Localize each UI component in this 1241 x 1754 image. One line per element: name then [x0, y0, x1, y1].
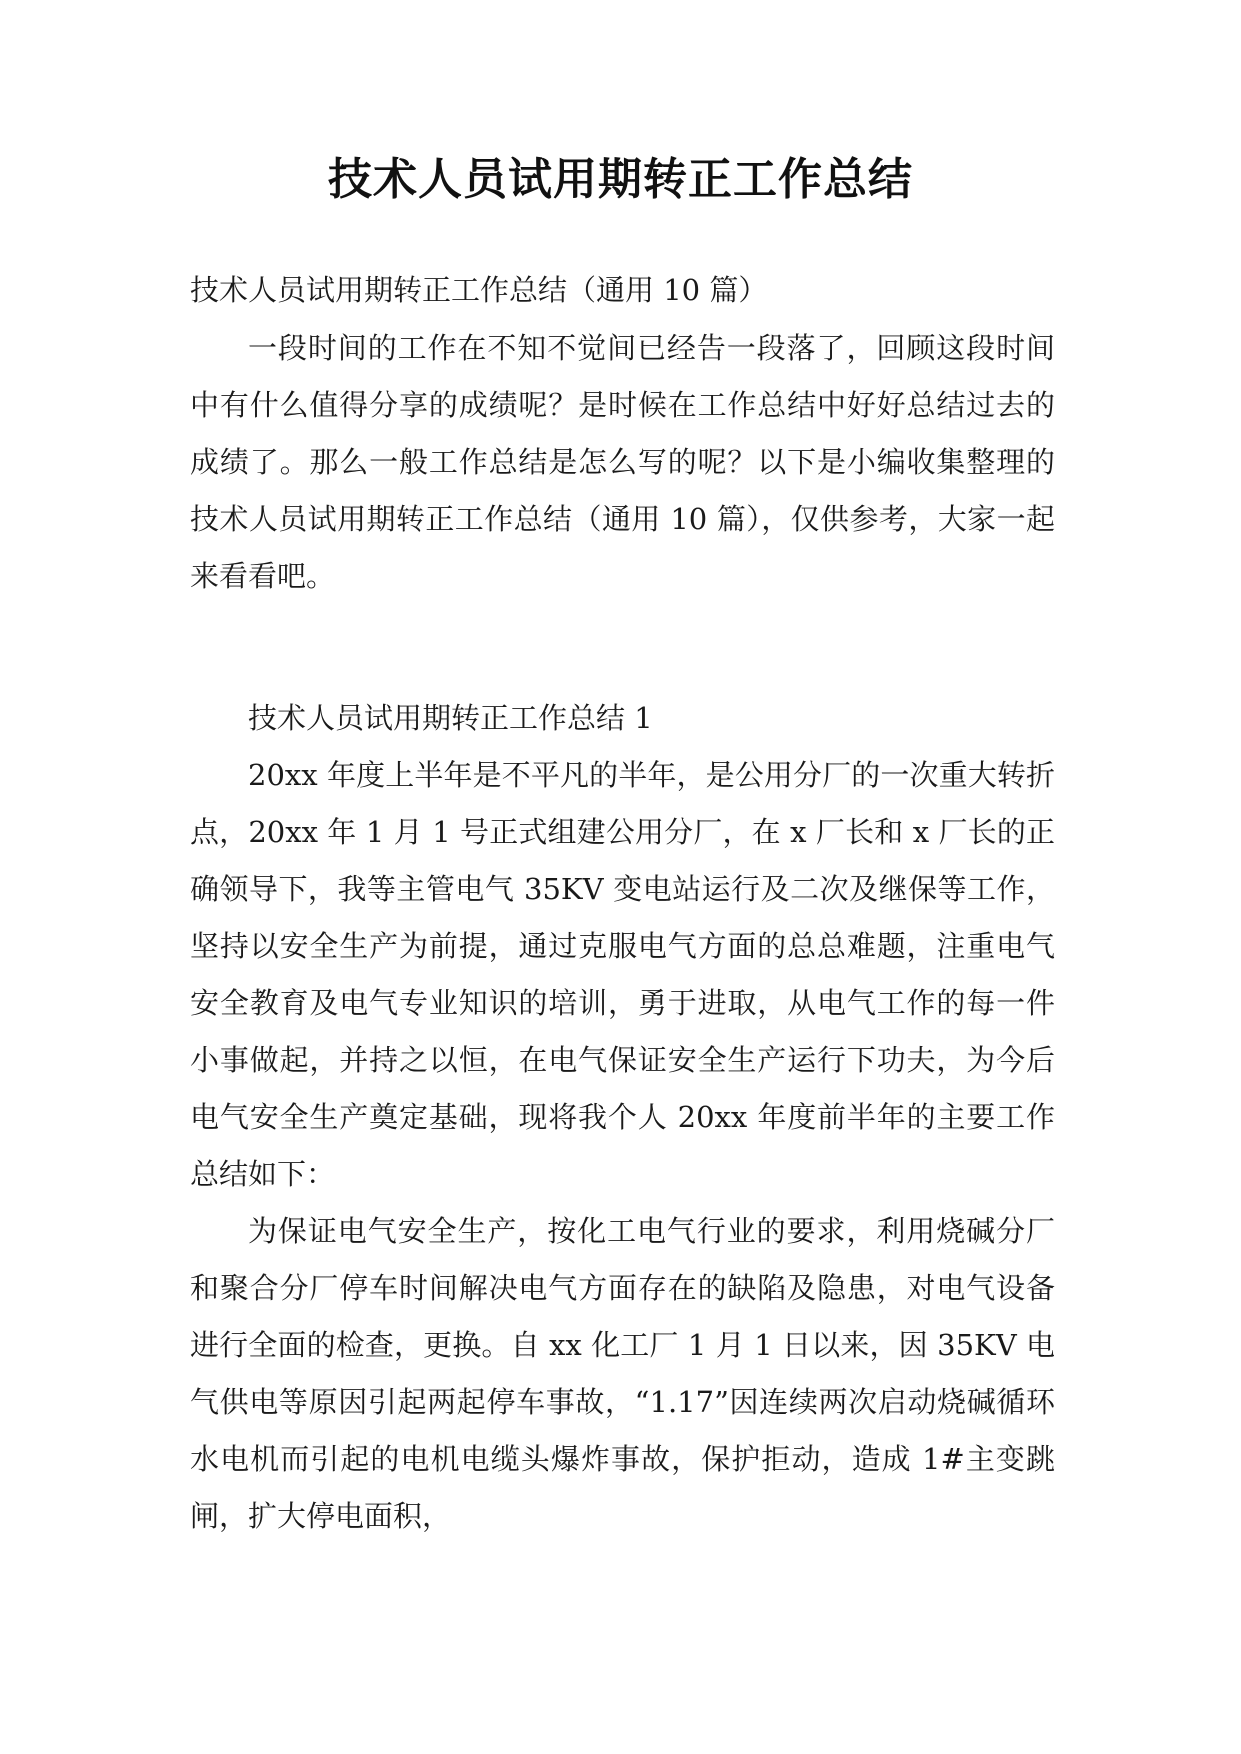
section-paragraph-1: 20xx 年度上半年是不平凡的半年，是公用分厂的一次重大转折点，20xx 年 1 月 1 号正式组建公用分厂，在 x 厂长和 x 厂长的正确领导下，我等主管电气 35KV 变电站运行及二次及继保等工作，坚持以安全生产为前提，通过克服电气方面的总总难题，注重电气安全教育及电气专业知识的培训，勇于进取，从电气工作的每一件小事做起，并持之以恒，在电气保证安全生产运行下功夫，为今后电气安全生产奠定基础，现将我个人 20xx 年度前半年的主要工作总结如下： [190, 758, 1055, 1191]
document-title: 技术人员试用期转正工作总结 [328, 154, 913, 205]
section-heading: 技术人员试用期转正工作总结 1 [248, 701, 653, 735]
section-1 [190, 690, 1055, 1545]
document-subtitle [190, 262, 1055, 319]
intro-block [190, 320, 1055, 605]
section-paragraph-2: 为保证电气安全生产，按化工电气行业的要求，利用烧碱分厂和聚合分厂停车时间解决电气方面存在的缺陷及隐患，对电气设备进行全面的检查，更换。自 xx 化工厂 1 月 1 日以来，因 35KV 电气供电等原因引起两起停车事故，“1.17”因连续两次启动烧碱循环水电机而引起的电机电缆头爆炸事故，保护拒动，造成 1#主变跳闸，扩大停电面积， [190, 1214, 1055, 1533]
subtitle-text: 技术人员试用期转正工作总结（通用 10 篇） [190, 273, 768, 307]
intro-paragraph: 一段时间的工作在不知不觉间已经告一段落了，回顾这段时间中有什么值得分享的成绩呢？是时候在工作总结中好好总结过去的成绩了。那么一般工作总结是怎么写的呢？以下是小编收集整理的技术人员试用期转正工作总结（通用 10 篇），仅供参考，大家一起来看看吧。 [190, 331, 1055, 593]
